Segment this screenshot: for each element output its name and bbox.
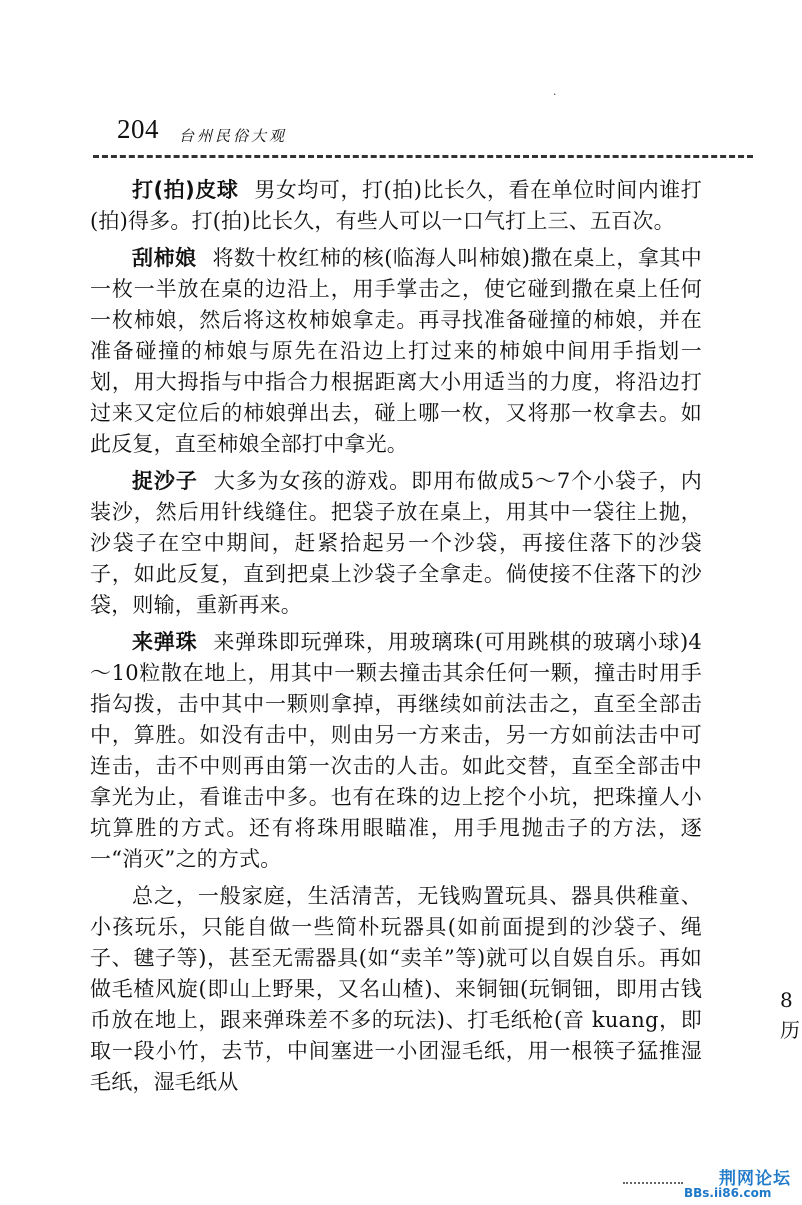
paragraph-text: 来弹珠即玩弹珠，用玻璃珠(可用跳棋的玻璃小球)4～10粒散在地上，用其中一颗去撞击其余任何一颗，撞击时用手指勾拨，击中其中一颗则拿掉，再继续如前法击之，直至全部击中，算胜。如没有击中，则由另一方来击，另一方如前法击中可连击，击不中则再由第一次击的人击。如此交替，直至全部击中拿光为止，看谁击中多。也有在珠的边上挖个小坑，把珠撞人小坑算胜的方式。还有将珠用眼瞄准，用手甩抛击子的方法，逐一“消灭”之的方式。 xyxy=(90,630,702,871)
paragraph-term: 打(拍)皮球 xyxy=(132,178,239,202)
page-body xyxy=(90,175,702,1104)
paragraph-marbles xyxy=(90,627,702,875)
paragraph-text: 男女均可，打(拍)比长久，看在单位时间内谁打(拍)得多。打(拍)比长久，有些人可以一口气打上三、五百次。 xyxy=(90,178,702,233)
page-header xyxy=(117,112,757,152)
page-number: 204 xyxy=(117,114,159,144)
paragraph-text: 将数十枚红柿的核(临海人叫柿娘)撒在桌上，拿其中一枚一半放在桌的边沿上，用手掌击之，使它碰到撒在桌上任何一枚柿娘，然后将这枚柿娘拿走。再寻找准备碰撞的柿娘，并在准备碰撞的柿娘与原先在沿边上打过来的柿娘中间用手指划一划，用大拇指与中指合力根据距离大小用适当的力度，将沿边打过来又定位后的柿娘弹出去，碰上哪一枚，又将那一枚拿去。如此反复，直至柿娘全部打中拿光。 xyxy=(90,246,702,456)
paragraph-pat-ball xyxy=(90,175,702,237)
paragraph-summary xyxy=(90,881,702,1098)
paragraph-persimmon-seeds xyxy=(90,243,702,460)
paragraph-text: 总之，一般家庭，生活清苦，无钱购置玩具、器具供稚童、小孩玩乐，只能自做一些简朴玩器具(如前面提到的沙袋子、绳子、毽子等)，甚至无需器具(如“卖羊”等)就可以自娱自乐。再如做毛楂风旋(即山上野果，又名山楂)、来铜钿(玩铜钿，即用古钱币放在地上，跟来弹珠差不多的玩法)、打毛纸枪(音 kuang，即取一段小竹，去节，中间塞进一小团湿毛纸，用一根筷子猛推湿毛纸，湿毛纸从 xyxy=(90,884,702,1094)
edge-mark: 历 xyxy=(780,1018,800,1042)
paragraph-term: 来弹珠 xyxy=(132,630,198,654)
paragraph-term: 刮柿娘 xyxy=(132,246,197,270)
watermark-url: BBs.ii86.com xyxy=(684,1186,772,1200)
facing-page-edge xyxy=(780,985,802,1055)
forum-watermark xyxy=(623,1164,793,1204)
paragraph-text: 大多为女孩的游戏。即用布做成5～7个小袋子，内装沙，然后用针线缝住。把袋子放在桌上，用其中一袋往上抛，沙袋子在空中期间，赶紧拾起另一个沙袋，再接住落下的沙袋子，如此反复，直到把桌上沙袋子全拿走。倘使接不住落下的沙袋，则输，重新再来。 xyxy=(90,469,702,617)
header-rule xyxy=(93,155,753,158)
paragraph-sandbags xyxy=(90,466,702,621)
book-title: 台州民俗大观 xyxy=(179,127,288,145)
paragraph-term: 捉沙子 xyxy=(132,469,198,493)
scan-speck: · xyxy=(553,88,557,101)
watermark-dots xyxy=(623,1182,683,1184)
edge-mark: 8 xyxy=(780,988,793,1012)
watermark-name: 荆网论坛 xyxy=(719,1169,791,1189)
